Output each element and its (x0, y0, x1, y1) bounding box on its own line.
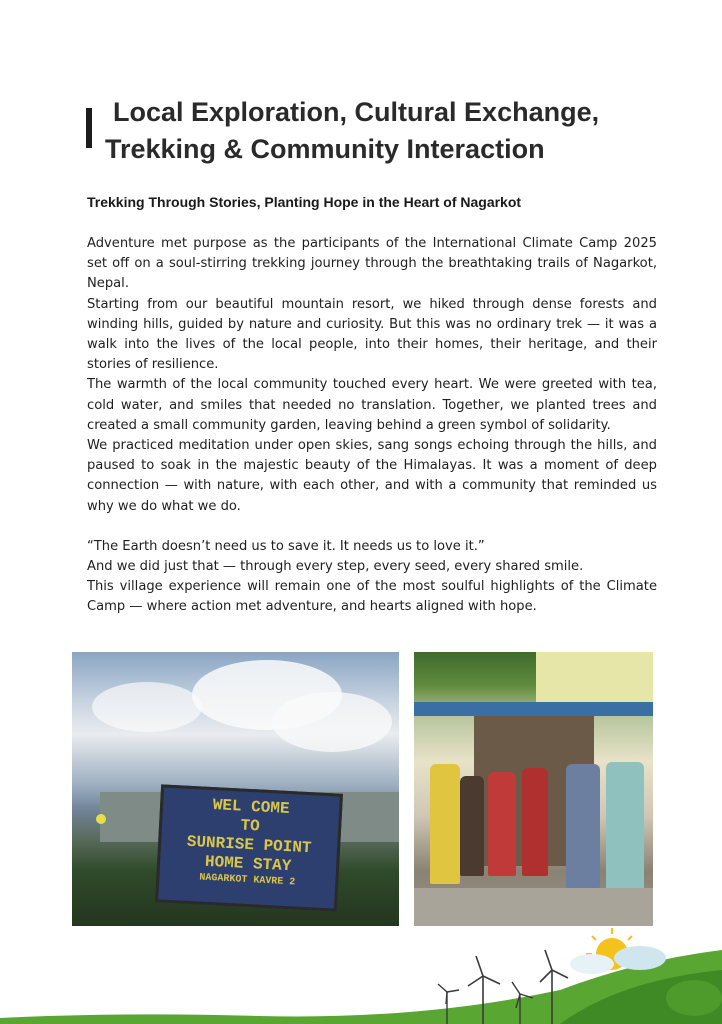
page-title (105, 94, 665, 168)
photo-homestay-sign (72, 652, 399, 926)
paragraph: Adventure met purpose as the participants of the International Climate Camp 2025 set off on a soul-stirring trekking journey through the breathtaking trails of Nagarkot, Nepal. (87, 236, 657, 292)
sign-text: HOME STAY (204, 852, 292, 876)
person-figure (460, 776, 484, 876)
house-roof (414, 702, 653, 716)
paragraph: The warmth of the local community touched every heart. We were greeted with tea, cold water, and smiles that needed no translation. Together, we planted trees and created a small community garden, leaving behind a green symbol of solidarity. (87, 377, 657, 433)
house-wall (536, 652, 653, 708)
homestay-sign (155, 784, 343, 911)
lamp-shape (96, 814, 106, 824)
person-figure (488, 772, 516, 876)
cloud-shape (272, 692, 392, 752)
title-accent-bar (86, 108, 92, 148)
bush-shape (666, 980, 722, 1016)
paragraph-gap (87, 517, 657, 537)
cloud-shape (92, 682, 202, 732)
person-figure (522, 768, 548, 876)
paragraph: We practiced meditation under open skies, sang songs echoing through the hills, and paused to soak in the majestic beauty of the Himalayas. It was a moment of deep connection — with nature, with each other, and with a community that reminded us why we do what we do. (87, 438, 657, 514)
cloud-icon (570, 954, 614, 974)
page-title-line-2: Trekking & Community Interaction (105, 134, 545, 164)
cloud-icon (614, 946, 666, 970)
sign-text: TO (240, 816, 261, 836)
page-title-line-1: Local Exploration, Cultural Exchange, (113, 97, 600, 127)
quote-line: “The Earth doesn’t need us to save it. It needs us to love it.” (87, 538, 485, 554)
person-figure (430, 764, 460, 884)
paragraph: Starting from our beautiful mountain resort, we hiked through dense forests and winding hills, guided by nature and curiosity. But this was no ordinary trek — it was a walk into the lives of the local people, into their homes, their heritage, and their stories of resilience. (87, 296, 657, 373)
section-subtitle: Trekking Through Stories, Planting Hope in the Heart of Nagarkot (87, 194, 522, 210)
sign-text: SUNRISE POINT (186, 832, 312, 858)
sign-text: NAGARKOT KAVRE 2 (199, 872, 296, 889)
person-figure (566, 764, 600, 888)
sign-text: WEL COME (212, 796, 290, 819)
closing-line: This village experience will remain one of the most soulful highlights of the Climate Camp — where action met adventure, and hearts aligned with hope. (87, 579, 657, 615)
footer-landscape-illustration (0, 920, 722, 1024)
closing-line: And we did just that — through every step, every seed, every shared smile. (87, 559, 584, 575)
article-body (87, 234, 657, 618)
photo-community-visit (414, 652, 653, 926)
